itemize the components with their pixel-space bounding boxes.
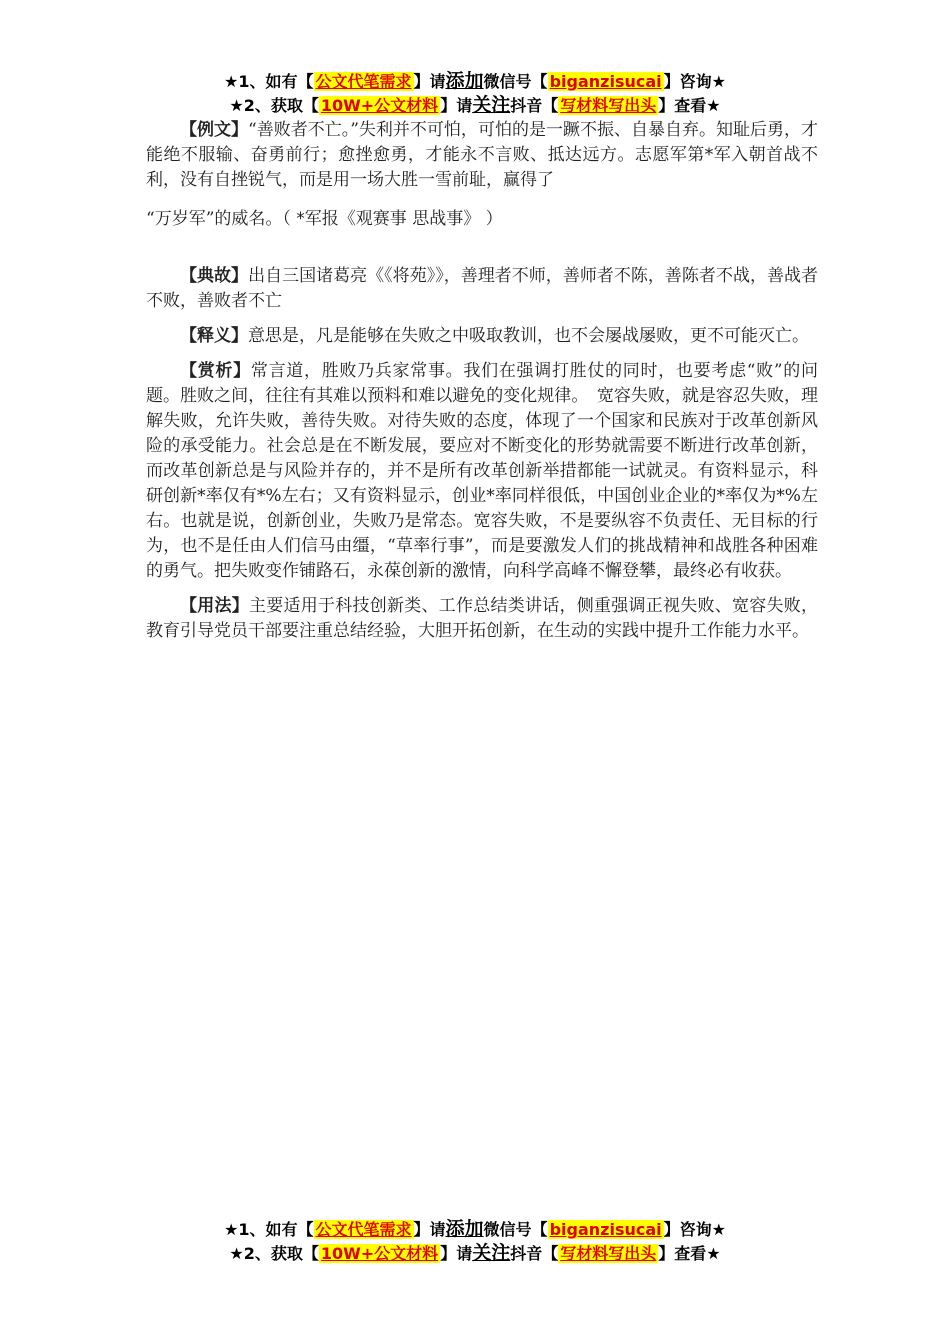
banner-text: 】请 bbox=[413, 1220, 446, 1239]
example-text: “善败者不亡。”失利并不可怕，可怕的是一蹶不振、自暴自弃。知耻后勇，才能绝不服输、奋勇前行；愈挫愈勇，才能永不言败、抵达远方。志愿军第*军入朝首战不利，没有自挫锐气，而是用一场大胜一雪前耻，赢得了 bbox=[146, 120, 818, 190]
banner-text: 】查看★ bbox=[658, 96, 721, 115]
banner-text: ★2、获取【 bbox=[229, 1244, 319, 1263]
analysis-tag: 【赏析】 bbox=[180, 361, 251, 381]
footer-banner-line-2 bbox=[0, 1241, 950, 1265]
usage-paragraph bbox=[146, 594, 818, 644]
usage-text: 主要适用于科技创新类、工作总结类讲话，侧重强调正视失败、宽容失败，教育引导党员干部要注重总结经验，大胆开拓创新，在生动的实践中提升工作能力水平。 bbox=[146, 596, 818, 641]
banner-text: 】咨询★ bbox=[663, 72, 726, 91]
highlight-service: 公文代笔需求 bbox=[315, 72, 412, 91]
example-last-text: “万岁军”的威名。 bbox=[146, 209, 283, 229]
header-banner bbox=[0, 69, 950, 117]
banner-text: ★2、获取【 bbox=[229, 96, 319, 115]
banner-text: 抖音【 bbox=[510, 96, 559, 115]
banner-text: 】咨询★ bbox=[663, 1220, 726, 1239]
document-body bbox=[146, 118, 818, 644]
banner-text: ★1、如有【 bbox=[224, 72, 314, 91]
example-source: （ *军报《观赛事 思战事》 ） bbox=[282, 209, 503, 229]
banner-text: 微信号【 bbox=[483, 1220, 548, 1239]
analysis-text: 常言道，胜败乃兵家常事。我们在强调打胜仗的同时，也要考虑“败”的问题。胜败之间，往往有其难以预料和难以避免的变化规律。 宽容失败，就是容忍失败，理解失败，允许失败，善待失败。对待失败的态度，体现了一个国家和民族对于改革创新风险的承受能力。社会总是在不断发展，要应对不断变化的形势就需要不断进行改革创新，而改革创新总是与风险并存的，并不是所有改革创新举措都能一试就灵。有资料显示，科研创新*率仅有*%左右；又有资料显示，创业*率同样很低，中国创业企业的*率仅为*%左右。也就是说，创新创业，失败乃是常态。宽容失败，不是要纵容不负责任、无目标的行为，也不是任由人们信马由缰，“草率行事”，而是要激发人们的挑战精神和战胜各种困难的勇气。把失败变作铺路石，永葆创新的激情，向科学高峰不懈登攀，最终必有收获。 bbox=[146, 361, 819, 581]
meaning-paragraph bbox=[146, 324, 818, 349]
highlight-materials: 10W+公文材料 bbox=[320, 1244, 439, 1263]
example-paragraph bbox=[146, 118, 818, 232]
meaning-text: 意思是，凡是能够在失败之中吸取教训，也不会屡战屡败，更不可能灭亡。 bbox=[248, 326, 809, 346]
banner-emphasis: 添加 bbox=[445, 1218, 484, 1240]
banner-emphasis: 添加 bbox=[445, 70, 484, 92]
analysis-paragraph bbox=[146, 359, 818, 584]
banner-text: ★1、如有【 bbox=[224, 1220, 314, 1239]
highlight-materials: 10W+公文材料 bbox=[320, 96, 439, 115]
example-last-line bbox=[146, 207, 818, 232]
banner-line-1 bbox=[0, 69, 950, 93]
highlight-wechat-id: biganzisucai bbox=[549, 1220, 662, 1239]
banner-text: 】请 bbox=[440, 1244, 473, 1263]
banner-text: 微信号【 bbox=[483, 72, 548, 91]
banner-emphasis: 关注 bbox=[472, 94, 511, 116]
meaning-tag: 【释义】 bbox=[180, 326, 248, 346]
banner-text: 抖音【 bbox=[510, 1244, 559, 1263]
highlight-douyin-id: 写材料写出头 bbox=[560, 1244, 657, 1263]
origin-tag: 【典故】 bbox=[180, 266, 249, 286]
banner-text: 】请 bbox=[413, 72, 446, 91]
banner-text: 】请 bbox=[440, 96, 473, 115]
highlight-wechat-id: biganzisucai bbox=[549, 72, 662, 91]
usage-tag: 【用法】 bbox=[180, 596, 249, 616]
origin-paragraph bbox=[146, 264, 818, 314]
footer-banner bbox=[0, 1217, 950, 1265]
banner-line-2 bbox=[0, 93, 950, 117]
origin-text: 出自三国诸葛亮《《将苑》》，善理者不师，善师者不陈，善陈者不战，善战者不败，善败者不亡 bbox=[146, 266, 819, 311]
highlight-service: 公文代笔需求 bbox=[315, 1220, 412, 1239]
banner-emphasis: 关注 bbox=[472, 1242, 511, 1264]
example-tag: 【例文】 bbox=[180, 120, 249, 140]
footer-banner-line-1 bbox=[0, 1217, 950, 1241]
highlight-douyin-id: 写材料写出头 bbox=[560, 96, 657, 115]
banner-text: 】查看★ bbox=[658, 1244, 721, 1263]
